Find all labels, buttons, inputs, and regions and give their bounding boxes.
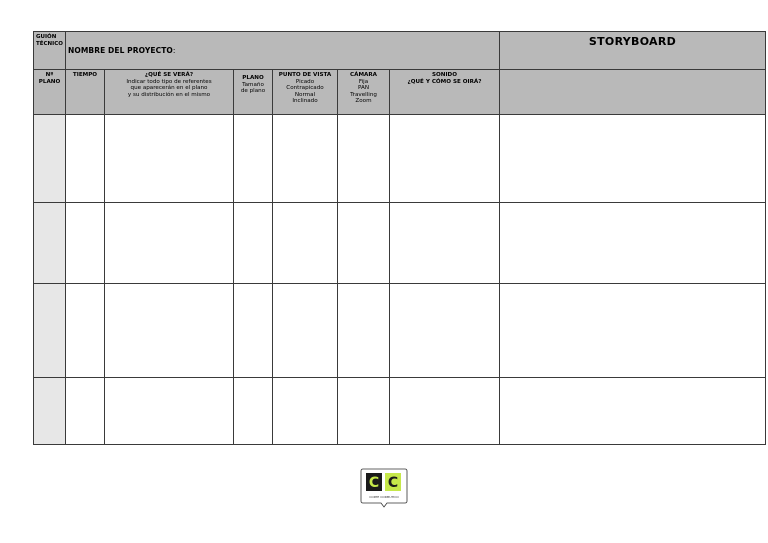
header-plano (234, 70, 273, 115)
plano-num-cell[interactable] (34, 203, 66, 284)
plano-cell[interactable] (234, 378, 273, 445)
storyboard-frame-cell[interactable] (500, 203, 766, 284)
table-row (34, 115, 766, 203)
header-sonido-line2: ¿QUÉ Y CÓMO SE OIRÁ? (407, 78, 482, 85)
storyboard-frame-cell[interactable] (500, 378, 766, 445)
header-tiempo-title: TIEMPO (72, 72, 98, 78)
header-camara-line4: Travelling (350, 91, 377, 98)
header-plano-num (34, 70, 66, 115)
que-se-vera-cell[interactable] (105, 203, 234, 284)
tiempo-cell[interactable] (66, 115, 105, 203)
header-storyboard-blank (500, 70, 766, 115)
sonido-cell[interactable] (390, 284, 500, 378)
table-row (34, 284, 766, 378)
tiempo-cell[interactable] (66, 378, 105, 445)
header-punto-de-vista-line4: Normal (294, 91, 316, 98)
brand-logo (360, 468, 408, 508)
punto-de-vista-cell[interactable] (273, 203, 338, 284)
guion-tecnico-label (34, 32, 66, 70)
header-plano-num-line1: Nº (45, 72, 54, 78)
header-punto-de-vista (273, 70, 338, 115)
punto-de-vista-cell[interactable] (273, 284, 338, 378)
storyboard-title (500, 32, 766, 70)
header-plano-title: PLANO (242, 75, 264, 81)
punto-de-vista-cell[interactable] (273, 115, 338, 203)
header-camara-title: CÁMARA (350, 72, 377, 78)
tiempo-cell[interactable] (66, 203, 105, 284)
plano-num-cell[interactable] (34, 284, 66, 378)
header-plano-line3: de plano (240, 88, 266, 95)
logo-caption: CORTE CORMUTICO (369, 495, 399, 499)
storyboard-sheet (33, 31, 766, 445)
header-sonido (390, 70, 500, 115)
project-name-label: NOMBRE DEL PROYECTO (68, 46, 173, 55)
guion-label-line1: GUIÓN (36, 34, 57, 40)
plano-num-cell[interactable] (34, 378, 66, 445)
header-plano-num-line2: PLANO (38, 78, 61, 85)
header-camara-line2: Fija (358, 78, 369, 85)
camara-cell[interactable] (338, 115, 390, 203)
header-que-se-vera-title: ¿QUÉ SE VERÁ? (144, 72, 194, 78)
header-tiempo (66, 70, 105, 115)
header-punto-de-vista-line5: Inclinado (292, 98, 318, 105)
sonido-cell[interactable] (390, 378, 500, 445)
logo-letter-right: C (387, 475, 399, 491)
header-punto-de-vista-title: PUNTO DE VISTA (278, 72, 332, 78)
storyboard-frame-cell[interactable] (500, 115, 766, 203)
plano-num-cell[interactable] (34, 115, 66, 203)
project-name-field[interactable] (66, 32, 500, 70)
storyboard-title-text: STORYBOARD (588, 35, 677, 48)
plano-cell[interactable] (234, 203, 273, 284)
que-se-vera-cell[interactable] (105, 378, 234, 445)
table-row (34, 203, 766, 284)
logo-letter-left: C (368, 475, 380, 491)
header-camara-line3: PAN (357, 85, 370, 92)
header-camara-line5: Zoom (355, 98, 372, 105)
header-sonido-title: SONIDO (432, 72, 457, 78)
header-que-se-vera-line3: que aparecerán en el plano (130, 85, 208, 92)
punto-de-vista-cell[interactable] (273, 378, 338, 445)
que-se-vera-cell[interactable] (105, 284, 234, 378)
plano-cell[interactable] (234, 115, 273, 203)
header-que-se-vera-line4: y su distribución en el mismo (127, 91, 211, 98)
header-punto-de-vista-line3: Contrapicado (286, 85, 324, 92)
sonido-cell[interactable] (390, 115, 500, 203)
header-punto-de-vista-line2: Picado (295, 78, 315, 85)
table-row (34, 378, 766, 445)
camara-cell[interactable] (338, 284, 390, 378)
header-que-se-vera-line2: Indicar todo tipo de referentes (126, 78, 212, 85)
plano-cell[interactable] (234, 284, 273, 378)
tiempo-cell[interactable] (66, 284, 105, 378)
que-se-vera-cell[interactable] (105, 115, 234, 203)
header-plano-line2: Tamaño (242, 81, 264, 88)
project-name-colon: : (172, 46, 176, 55)
sonido-cell[interactable] (390, 203, 500, 284)
header-camara (338, 70, 390, 115)
header-que-se-vera (105, 70, 234, 115)
storyboard-frame-cell[interactable] (500, 284, 766, 378)
guion-label-line2: TÉCNICO (36, 40, 63, 47)
camara-cell[interactable] (338, 378, 390, 445)
camara-cell[interactable] (338, 203, 390, 284)
